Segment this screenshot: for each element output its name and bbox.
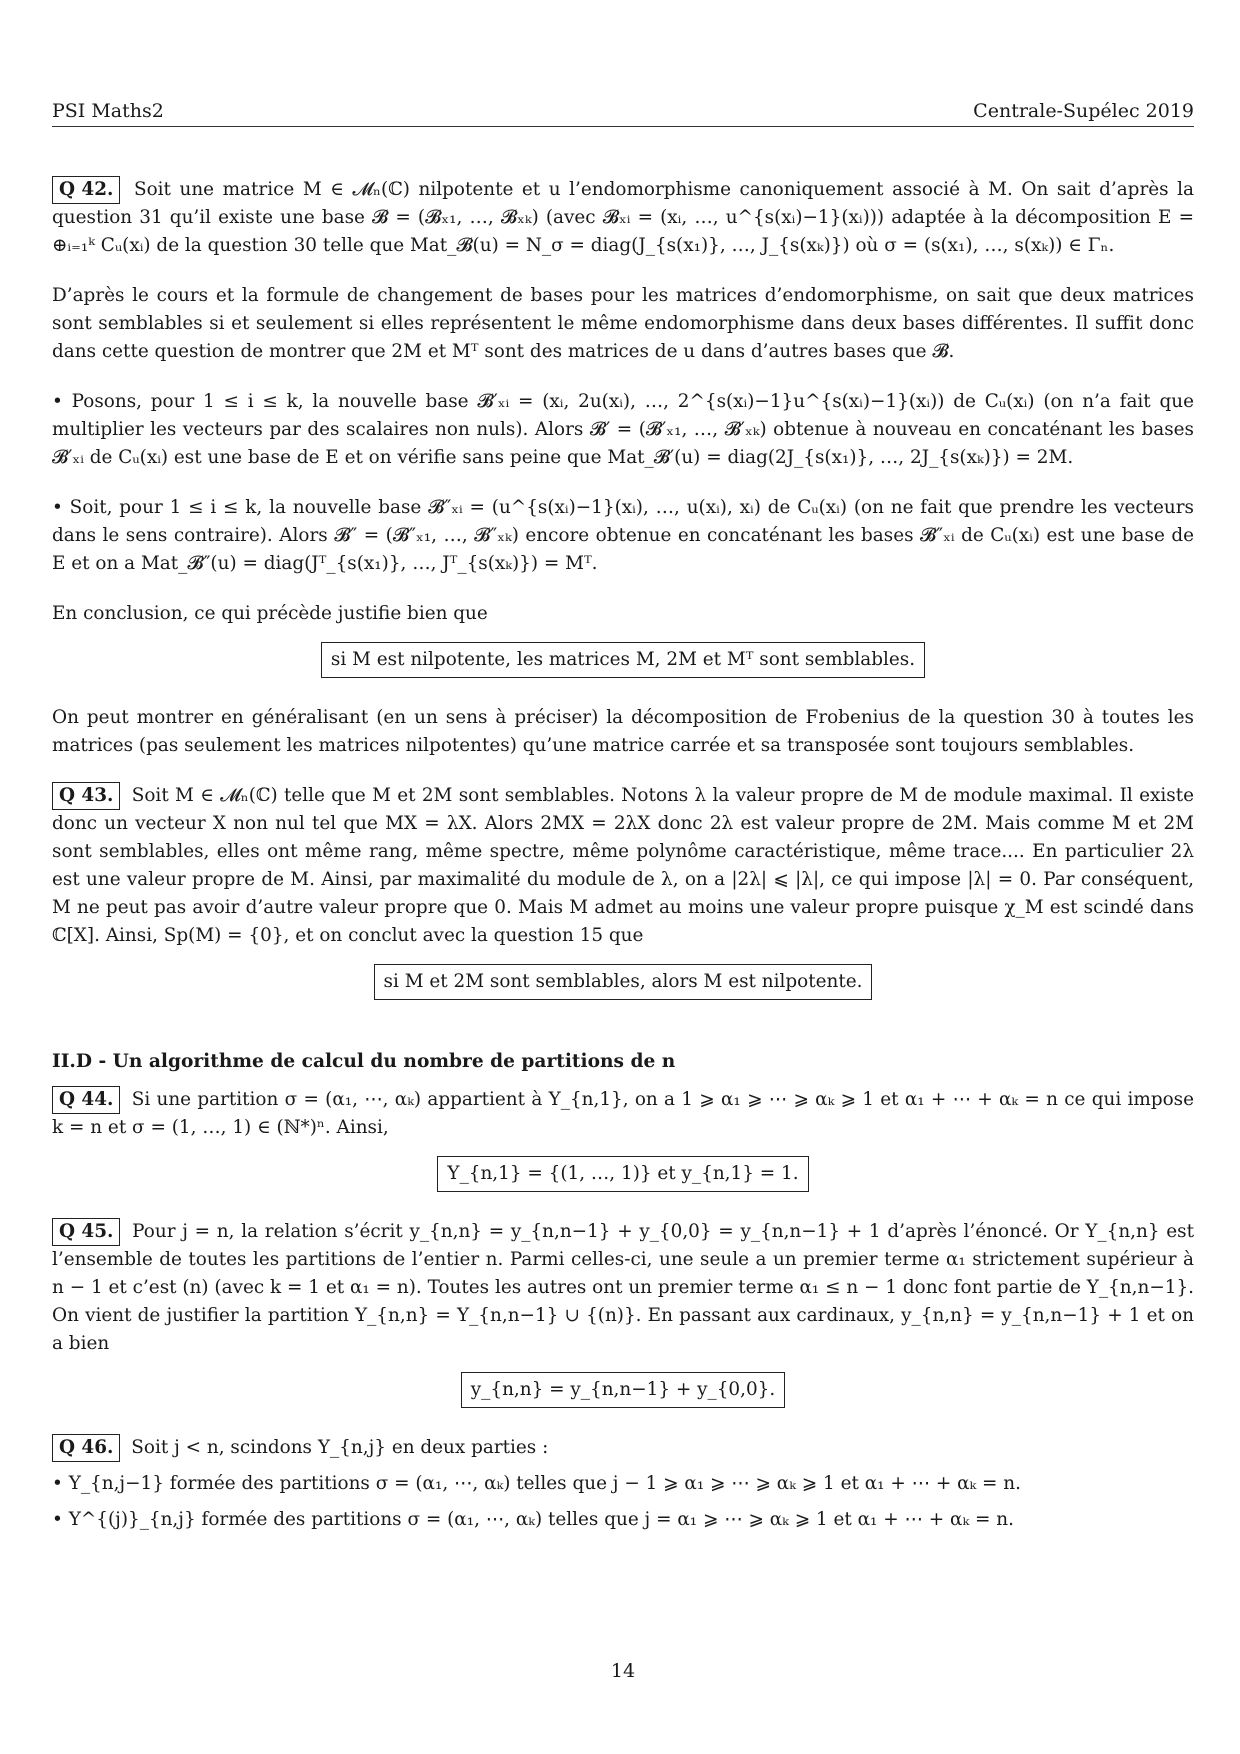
q42-conclusion: En conclusion, ce qui précède justifie bien que xyxy=(52,603,488,624)
q42-result xyxy=(52,642,1194,678)
q45-label: Q 45. xyxy=(52,1218,120,1246)
q45-text: Pour j = n, la relation s’écrit y_{n,n} = y_{n,n−1} + y_{0,0} = y_{n,n−1} + 1 d’après l’énoncé. Or Y_{n,n} est l’ensemble de toutes les partitions de l’entier n. Parmi celles-ci, une seule a un premier terme α₁ strictement supérieur à n − 1 et c’est (n) (avec k = 1 et α₁ = n). Toutes les autres ont un premier terme α₁ ≤ n − 1 donc font partie de Y_{n,n−1}. On vient de justifier la partition Y_{n,n} = Y_{n,n−1} ∪ {(n)}. En passant aux cardinaux, y_{n,n} = y_{n,n−1} + 1 et on a bien xyxy=(52,1221,1194,1354)
page xyxy=(52,0,1194,1754)
page-number: 14 xyxy=(610,1660,636,1682)
q42-paragraph-2: D’après le cours et la formule de changement de bases pour les matrices d’endomorphisme, on sait que deux matrices sont semblables si et seulement si elles représentent le même endomorphisme dans deux bases différentes. Il suffit donc dans cette question de montrer que 2M et Mᵀ sont des matrices de u dans d’autres bases que 𝓑. xyxy=(52,285,1194,362)
q43-result-box: si M et 2M sont semblables, alors M est nilpotente. xyxy=(374,964,873,1000)
q44-label: Q 44. xyxy=(52,1086,120,1114)
q46-bullet-1: • Y_{n,j−1} formée des partitions σ = (α₁, ⋯, αₖ) telles que j − 1 ⩾ α₁ ⩾ ⋯ ⩾ αₖ ⩾ 1 et α₁ + ⋯ + αₖ = n. xyxy=(52,1473,1021,1494)
header-right: Centrale-Supélec 2019 xyxy=(973,100,1194,122)
q46-bullet-2: • Y^{(j)}_{n,j} formée des partitions σ = (α₁, ⋯, αₖ) telles que j = α₁ ⩾ ⋯ ⩾ αₖ ⩾ 1 et α₁ + ⋯ + αₖ = n. xyxy=(52,1509,1014,1530)
q45-result-box: y_{n,n} = y_{n,n−1} + y_{0,0}. xyxy=(461,1372,785,1408)
section-title: II.D - Un algorithme de calcul du nombre de partitions de n xyxy=(52,1051,676,1072)
q42-bullet-2: • Soit, pour 1 ≤ i ≤ k, la nouvelle base 𝓑″ₓᵢ = (u^{s(xᵢ)−1}(xᵢ), …, u(xᵢ), xᵢ) de Cᵤ(xᵢ) (on ne fait que prendre les vecteurs dans le sens contraire). Alors 𝓑″ = (𝓑″ₓ₁, …, 𝓑″ₓₖ) encore obtenue en concaténant les bases 𝓑″ₓᵢ de Cᵤ(xᵢ) est une base de E et on a Mat_𝓑″(u) = diag(Jᵀ_{s(x₁)}, …, Jᵀ_{s(xₖ)}) = Mᵀ. xyxy=(52,497,1194,574)
q43-result xyxy=(52,964,1194,1000)
q44-result xyxy=(52,1156,1194,1192)
q44-result-box: Y_{n,1} = {(1, …, 1)} et y_{n,1} = 1. xyxy=(437,1156,808,1192)
document-body xyxy=(52,176,1194,1542)
q42-label: Q 42. xyxy=(52,176,120,204)
q43-text: Soit M ∈ 𝓜ₙ(ℂ) telle que M et 2M sont semblables. Notons λ la valeur propre de M de module maximal. Il existe donc un vecteur X non nul tel que MX = λX. Alors 2MX = 2λX donc 2λ est valeur propre de 2M. Mais comme M et 2M sont semblables, elles ont même rang, même spectre, même polynôme caractéristique, même trace.... En particulier 2λ est une valeur propre de M. Ainsi, par maximalité du module de λ, on a |2λ| ⩽ |λ|, ce qui impose |λ| = 0. Par conséquent, M ne peut pas avoir d’autre valeur propre que 0. Mais M admet au moins une valeur propre puisque χ_M est scindé dans ℂ[X]. Ainsi, Sp(M) = {0}, et on conclut avec la question 15 que xyxy=(52,785,1194,946)
q44-text: Si une partition σ = (α₁, ⋯, αₖ) appartient à Y_{n,1}, on a 1 ⩾ α₁ ⩾ ⋯ ⩾ αₖ ⩾ 1 et α₁ + ⋯ + αₖ = n ce qui impose k = n et σ = (1, …, 1) ∈ (ℕ*)ⁿ. Ainsi, xyxy=(52,1089,1194,1138)
q42-remark: On peut montrer en généralisant (en un sens à préciser) la décomposition de Frobenius de la question 30 à toutes les matrices (pas seulement les matrices nilpotentes) qu’une matrice carrée et sa transposée sont toujours semblables. xyxy=(52,707,1194,756)
q44-paragraph xyxy=(52,1086,1194,1142)
q42-bullet-1: • Posons, pour 1 ≤ i ≤ k, la nouvelle base 𝓑′ₓᵢ = (xᵢ, 2u(xᵢ), …, 2^{s(xᵢ)−1}u^{s(xᵢ)−1}(xᵢ)) de Cᵤ(xᵢ) (on n’a fait que multiplier les vecteurs par des scalaires non nuls). Alors 𝓑′ = (𝓑′ₓ₁, …, 𝓑′ₓₖ) obtenue à nouveau en concaténant les bases 𝓑′ₓᵢ de Cᵤ(xᵢ) est une base de E et on vérifie sans peine que Mat_𝓑′(u) = diag(2J_{s(x₁)}, …, 2J_{s(xₖ)}) = 2M. xyxy=(52,391,1194,468)
header-rule xyxy=(52,126,1194,127)
q46-paragraph xyxy=(52,1434,1194,1462)
q43-label: Q 43. xyxy=(52,782,120,810)
q42-result-box: si M est nilpotente, les matrices M, 2M et Mᵀ sont semblables. xyxy=(321,642,925,678)
q46-text: Soit j < n, scindons Y_{n,j} en deux parties : xyxy=(131,1437,549,1458)
q45-paragraph xyxy=(52,1218,1194,1358)
header-left: PSI Maths2 xyxy=(52,100,164,122)
q42-paragraph-1 xyxy=(52,176,1194,260)
q43-paragraph xyxy=(52,782,1194,950)
q45-result xyxy=(52,1372,1194,1408)
q46-label: Q 46. xyxy=(52,1434,120,1462)
q42-text-1: Soit une matrice M ∈ 𝓜ₙ(ℂ) nilpotente et u l’endomorphisme canoniquement associé à M. On sait d’après la question 31 qu’il existe une base 𝓑 = (𝓑ₓ₁, …, 𝓑ₓₖ) (avec 𝓑ₓᵢ = (xᵢ, …, u^{s(xᵢ)−1}(xᵢ))) adaptée à la décomposition E = ⊕ᵢ₌₁ᵏ Cᵤ(xᵢ) de la question 30 telle que Mat_𝓑(u) = N_σ = diag(J_{s(x₁)}, …, J_{s(xₖ)}) où σ = (s(x₁), …, s(xₖ)) ∈ Γₙ. xyxy=(52,179,1194,256)
